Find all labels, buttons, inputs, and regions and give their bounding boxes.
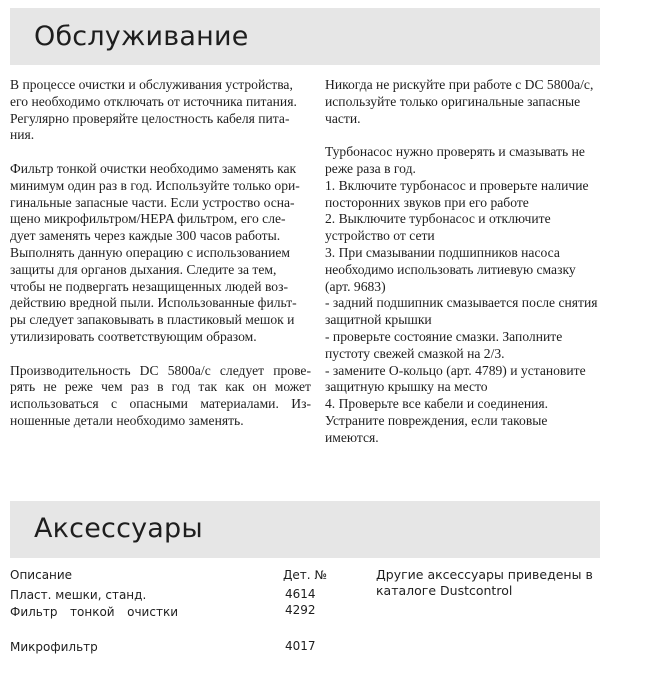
text-line: Турбонасос нужно проверять и смазывать не — [325, 144, 585, 160]
text-line: 4. Проверьте все кабели и соединения. — [325, 396, 549, 412]
text-line: Выполнять данную операцию с использованием — [10, 244, 290, 260]
text-line: дует заменять через каждые 300 часов работы. — [10, 228, 281, 244]
text-line: утилизировать соответствующим образом. — [10, 328, 257, 344]
text-line: Фильтр тонкой очистки необходимо заменять как — [10, 160, 297, 176]
performance-check-paragraph — [10, 363, 311, 430]
filter-replacement-paragraph — [10, 161, 311, 346]
column-header-part-no: Дет. № — [283, 568, 327, 582]
item-part-no: 4017 — [285, 639, 316, 653]
text-line: минимум один раз в год. Используйте только ори- — [10, 177, 300, 193]
text-line: его необходимо отключать от источника питания. — [10, 93, 297, 109]
text-line: каталоге Dustcontrol — [376, 583, 513, 598]
text-line: ры следует запаковывать в пластиковый мешок и — [10, 312, 295, 328]
text-line: защитной крышки — [325, 312, 432, 328]
text-line: рять не реже чем раз в год так как он может — [10, 379, 311, 395]
text-line: Регулярно проверяйте целостность кабеля пита- — [10, 110, 290, 126]
text-line: защиты для органов дыхания. Следите за тем, — [10, 261, 277, 277]
text-line: Устраните повреждения, если таковые — [325, 412, 548, 428]
spare-parts-paragraph — [325, 77, 615, 127]
text-line: ношенные детали необходимо заменять. — [10, 412, 244, 428]
text-line: (арт. 9683) — [325, 278, 386, 294]
column-header-description: Описание — [10, 568, 73, 582]
text-line: реже раза в год. — [325, 160, 416, 176]
text-line: гинальные запасные части. Если устроство осна- — [10, 194, 295, 210]
item-name: Микрофильтр — [10, 640, 98, 654]
power-safety-paragraph — [10, 77, 311, 144]
text-line: Никогда не рискуйте при работе с DC 5800a/c, — [325, 77, 594, 92]
turbopump-steps — [325, 144, 615, 446]
text-line: защитную крышку на место — [325, 379, 488, 395]
text-line: - замените О-кольцо (арт. 4789) и установите — [325, 362, 586, 378]
text-line: посторонних звуков при его работе — [325, 194, 529, 210]
text-line: необходимо использовать литиевую смазку — [325, 261, 576, 277]
text-line: В процессе очистки и обслуживания устройства, — [10, 77, 293, 92]
text-line: устройство от сети — [325, 228, 435, 244]
text-line: части. — [325, 110, 361, 126]
text-line: использоваться с опасными материалами. Из- — [10, 396, 311, 412]
text-line: щено микрофильтром/HEPA фильтром, его сле- — [10, 211, 286, 227]
text-line: действию вредной пыли. Использованные фильт- — [10, 295, 297, 311]
text-line: 2. Выключите турбонасос и отключите — [325, 211, 551, 227]
text-line: 3. При смазывании подшипников насоса — [325, 244, 560, 260]
text-line: имеются. — [325, 429, 379, 445]
maintenance-left-column — [10, 77, 311, 447]
text-line: Производительность DC 5800a/c следует прове- — [10, 362, 311, 378]
text-line: - проверьте состояние смазки. Заполните — [325, 328, 563, 344]
text-line: Другие аксессуары приведены в — [376, 567, 593, 582]
text-line: - задний подшипник смазывается после снятия — [325, 295, 598, 311]
item-part-no: 4292 — [285, 603, 316, 617]
item-name: Фильтр тонкой очистки — [10, 605, 178, 619]
section-header-maintenance — [10, 8, 600, 65]
text-line: пустоту свежей смазкой на 2/3. — [325, 345, 505, 361]
text-line: 1. Включите турбонасос и проверьте наличие — [325, 177, 589, 193]
item-name: Пласт. мешки, станд. — [10, 588, 147, 602]
section-title-maintenance: Обслуживание — [34, 21, 249, 52]
section-title-accessories: Аксессуары — [34, 513, 203, 544]
catalog-note — [376, 567, 593, 599]
text-line: чтобы не подвергать незащищенных людей воз- — [10, 278, 289, 294]
text-line: используйте только оригинальные запасные — [325, 93, 581, 109]
section-header-accessories — [10, 501, 600, 558]
maintenance-right-column — [325, 77, 615, 447]
item-part-no: 4614 — [285, 587, 316, 601]
text-line: ния. — [10, 127, 35, 143]
